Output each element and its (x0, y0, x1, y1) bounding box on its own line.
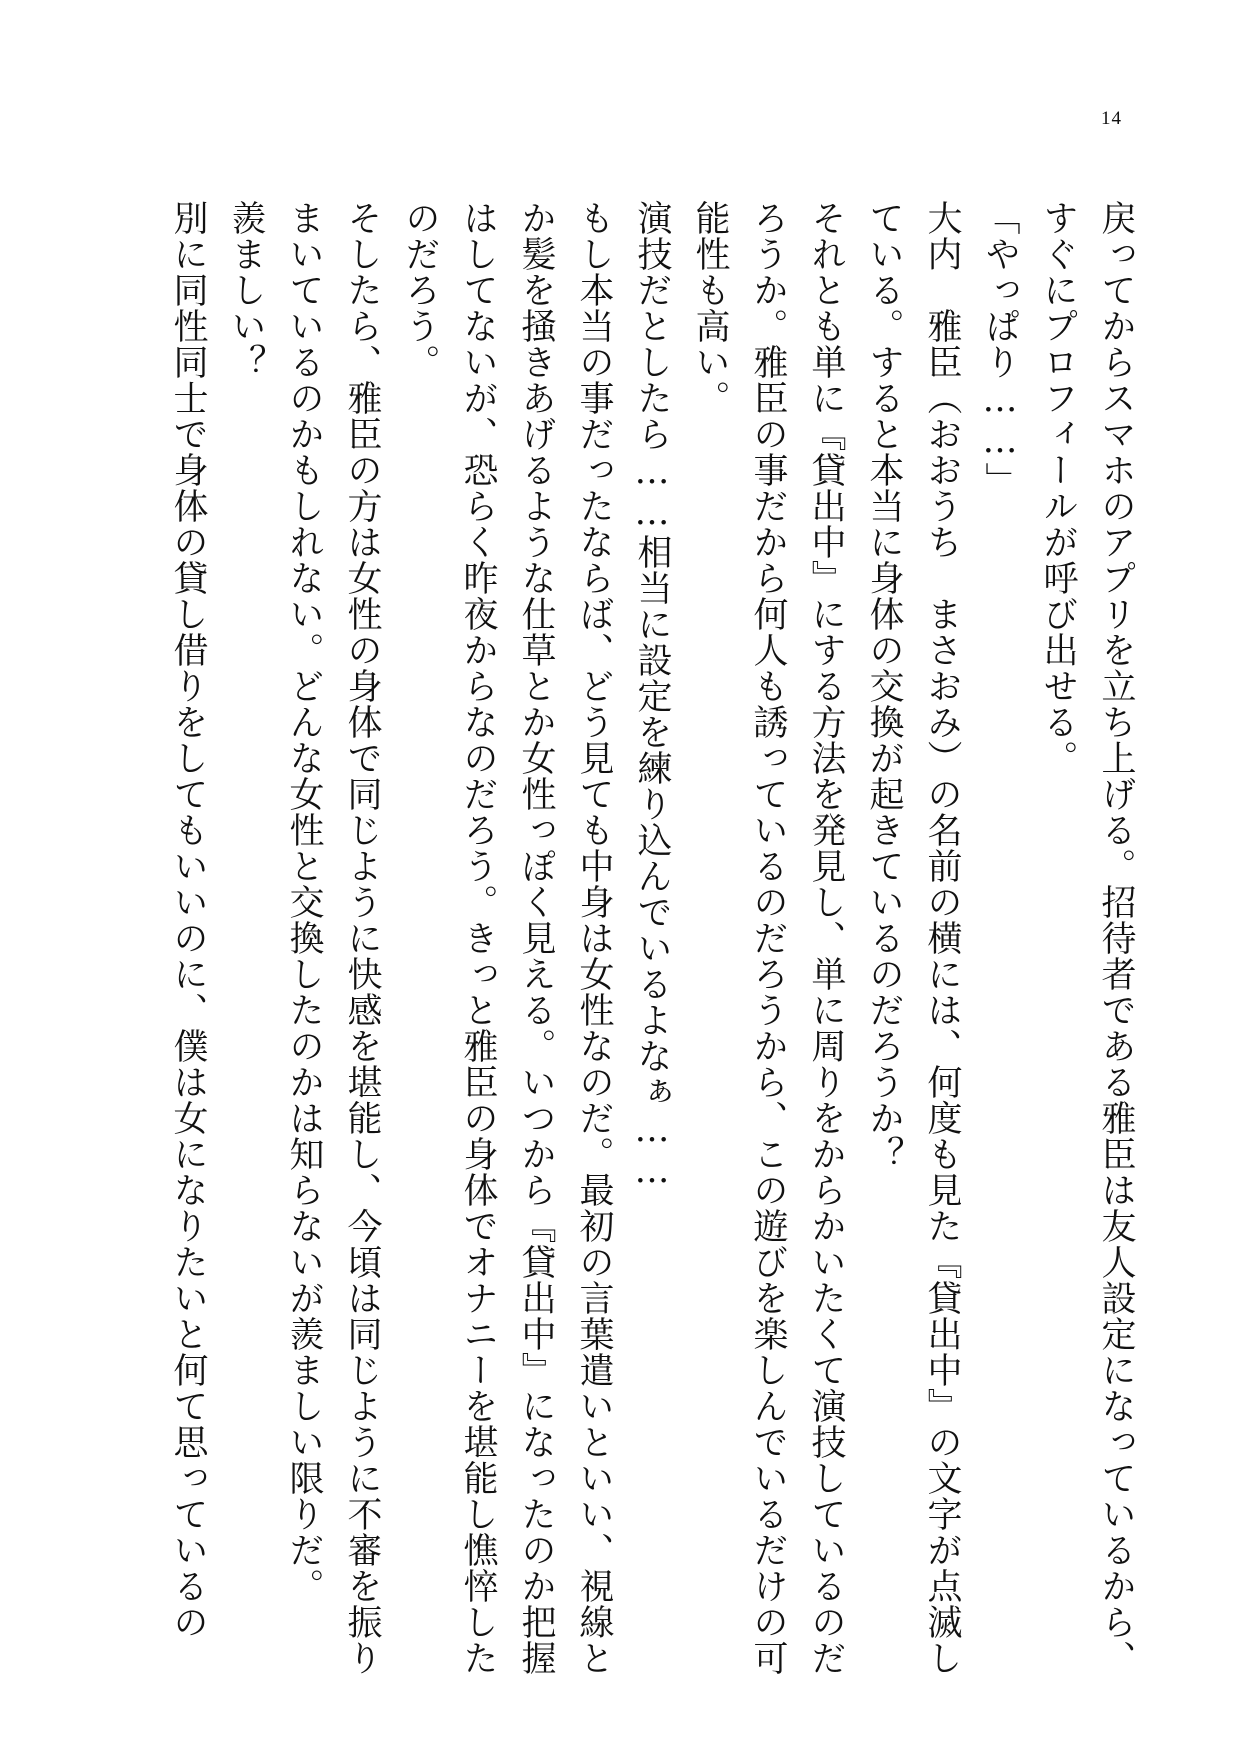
paragraph: そしたら、雅臣の方は女性の身体で同じように快感を堪能し、今頃は同じように不審を振りまいているのかもしれない。どんな女性と交換したのかは知らないが羨ましい限りだ。 (284, 200, 382, 1676)
paragraph: もし本当の事だったならば、どう見ても中身は女性なのだ。最初の言葉遣いといい、視線とか髪を掻きあげるような仕草とか女性っぽく見える。いつから『貸出中』になったのか把握はしてないが、恐らく昨夜からなのだろう。きっと雅臣の身体でオナニーを堪能し憔悴したのだろう。 (400, 200, 614, 1676)
paragraph: 「やっぱり……」 (980, 200, 1020, 498)
paragraph: 大内 雅臣（おおうち まさおみ）の名前の横には、何度も見た『貸出中』の文字が点滅している。すると本当に身体の交換が起きているのだろうか？ (864, 200, 962, 1676)
paragraph: それとも単に『貸出中』にする方法を発見し、単に周りをからかいたくて演技しているのだろうか。雅臣の事だから何人も誘っているのだろうから、この遊びを楽しんでいるだけの可能性も高い。 (690, 200, 846, 1676)
paragraph: 演技だとしたら……相当に設定を練り込んでいるよなぁ…… (632, 200, 672, 1192)
page-number: 14 (1101, 108, 1122, 129)
paragraph: 羨ましい？ (226, 200, 266, 380)
body-text (130, 200, 1145, 1700)
paragraph: 戻ってからスマホのアプリを立ち上げる。招待者である雅臣は友人設定になっているから、すぐにプロフィールが呼び出せる。 (1038, 200, 1136, 1676)
paragraph: 別に同性同士で身体の貸し借りをしてもいいのに、僕は女になりたいと何て思っているの (168, 200, 208, 1640)
